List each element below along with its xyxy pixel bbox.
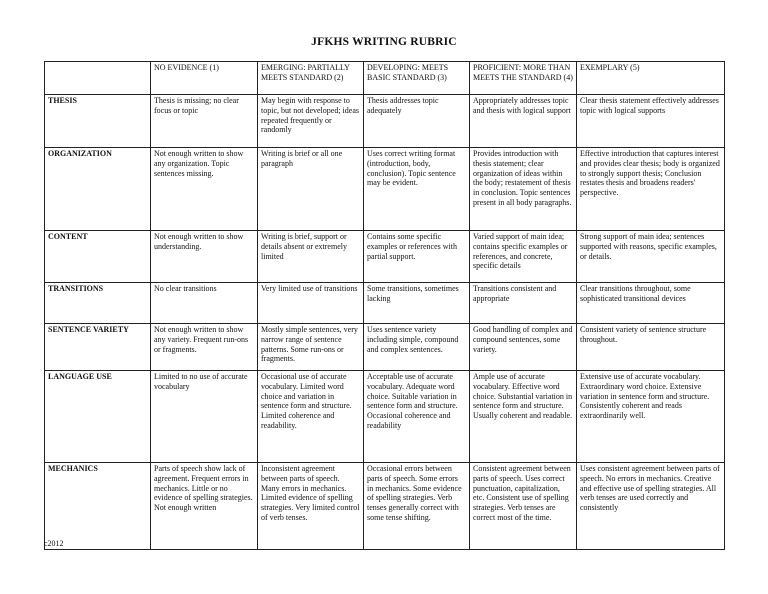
rubric-cell: Acceptable use of accurate vocabulary. Adequate word choice. Suitable variation in sentence form and structure. Occasional coherence and readability	[364, 371, 470, 463]
rubric-cell: Not enough written to show any organization. Topic sentences missing.	[151, 148, 258, 231]
rubric-cell: Not enough written to show any variety. Frequent run-ons or fragments.	[151, 324, 258, 371]
copyright-footer: c2012	[44, 539, 64, 548]
table-row	[45, 231, 725, 283]
row-label: ORGANIZATION	[45, 148, 151, 231]
rubric-cell: Transitions consistent and appropriate	[470, 283, 577, 324]
rubric-cell: Contains some specific examples or references with partial support.	[364, 231, 470, 283]
header-corner-cell	[45, 62, 151, 95]
table-row	[45, 148, 725, 231]
rubric-cell: Provides introduction with thesis statement; clear organization of ideas within the body; restatement of thesis in conclusion. Topic sentences present in all body paragraphs.	[470, 148, 577, 231]
rubric-cell: Ample use of accurate vocabulary. Effective word choice. Substantial variation in sentence form and structure. Usually coherent and readable.	[470, 371, 577, 463]
rubric-cell: Thesis addresses topic adequately	[364, 95, 470, 148]
header-row	[45, 62, 725, 95]
column-header: EMERGING: PARTIALLY MEETS STANDARD (2)	[258, 62, 364, 95]
row-label: SENTENCE VARIETY	[45, 324, 151, 371]
row-label: MECHANICS	[45, 463, 151, 550]
rubric-cell: Some transitions, sometimes lacking	[364, 283, 470, 324]
rubric-cell: May begin with response to topic, but not developed; ideas repeated frequently or randomly	[258, 95, 364, 148]
table-row	[45, 463, 725, 550]
row-label: THESIS	[45, 95, 151, 148]
table-row	[45, 283, 725, 324]
row-label: TRANSITIONS	[45, 283, 151, 324]
row-label: CONTENT	[45, 231, 151, 283]
rubric-cell: Thesis is missing; no clear focus or topic	[151, 95, 258, 148]
table-row	[45, 95, 725, 148]
rubric-cell: Extensive use of accurate vocabulary. Extraordinary word choice. Extensive variation in sentence form and structure. Consistently coherent and reads extraordinarily well.	[577, 371, 725, 463]
rubric-cell: Parts of speech show lack of agreement. Frequent errors in mechanics. Little or no evidence of spelling strategies. Not enough written	[151, 463, 258, 550]
rubric-cell: Very limited use of transitions	[258, 283, 364, 324]
rubric-cell: Uses correct writing format (introduction, body, conclusion). Topic sentence may be evident.	[364, 148, 470, 231]
page-title: JFKHS WRITING RUBRIC	[311, 36, 457, 48]
rubric-cell: Clear thesis statement effectively addresses topic with logical supports	[577, 95, 725, 148]
rubric-cell: Uses sentence variety including simple, compound and complex sentences.	[364, 324, 470, 371]
table-row	[45, 324, 725, 371]
rubric-cell: Limited to no use of accurate vocabulary	[151, 371, 258, 463]
rubric-cell: Appropriately addresses topic and thesis with logical support	[470, 95, 577, 148]
column-header: DEVELOPING: MEETS BASIC STANDARD (3)	[364, 62, 470, 95]
table-row	[45, 371, 725, 463]
rubric-cell: Varied support of main idea; contains specific examples or references, and concrete, specific details	[470, 231, 577, 283]
rubric-table	[44, 61, 725, 550]
column-header: PROFICIENT: MORE THAN MEETS THE STANDARD (4)	[470, 62, 577, 95]
column-header: NO EVIDENCE (1)	[151, 62, 258, 95]
rubric-cell: Effective introduction that captures interest and provides clear thesis; body is organized to strongly support thesis; Conclusion restates thesis and broadens readers' perspective.	[577, 148, 725, 231]
rubric-cell: Not enough written to show understanding.	[151, 231, 258, 283]
rubric-cell: No clear transitions	[151, 283, 258, 324]
rubric-cell: Uses consistent agreement between parts of speech. No errors in mechanics. Creative and effective use of spelling strategies. All verb tenses are used correctly and consistently	[577, 463, 725, 550]
rubric-cell: Strong support of main idea; sentences supported with reasons, specific examples, or details.	[577, 231, 725, 283]
rubric-cell: Occasional use of accurate vocabulary. Limited word choice and variation in sentence form and structure. Limited coherence and readability.	[258, 371, 364, 463]
column-header: EXEMPLARY (5)	[577, 62, 725, 95]
rubric-cell: Mostly simple sentences, very narrow range of sentence patterns. Some run-ons or fragments.	[258, 324, 364, 371]
rubric-cell: Writing is brief, support or details absent or extremely limited	[258, 231, 364, 283]
rubric-cell: Consistent variety of sentence structure throughout.	[577, 324, 725, 371]
rubric-cell: Consistent agreement between parts of speech. Uses correct punctuation, capitalization, etc. Consistent use of spelling strategies. Verb tenses are correct most of the time.	[470, 463, 577, 550]
rubric-cell: Good handling of complex and compound sentences, some variety.	[470, 324, 577, 371]
row-label: LANGUAGE USE	[45, 371, 151, 463]
rubric-cell: Occasional errors between parts of speech. Some errors in mechanics. Some evidence of spelling strategies. Verb tenses generally correct with some tense shifting.	[364, 463, 470, 550]
rubric-cell: Writing is brief or all one paragraph	[258, 148, 364, 231]
rubric-cell: Inconsistent agreement between parts of speech. Many errors in mechanics. Limited evidence of spelling strategies. Very limited control of verb tenses.	[258, 463, 364, 550]
rubric-cell: Clear transitions throughout, some sophisticated transitional devices	[577, 283, 725, 324]
